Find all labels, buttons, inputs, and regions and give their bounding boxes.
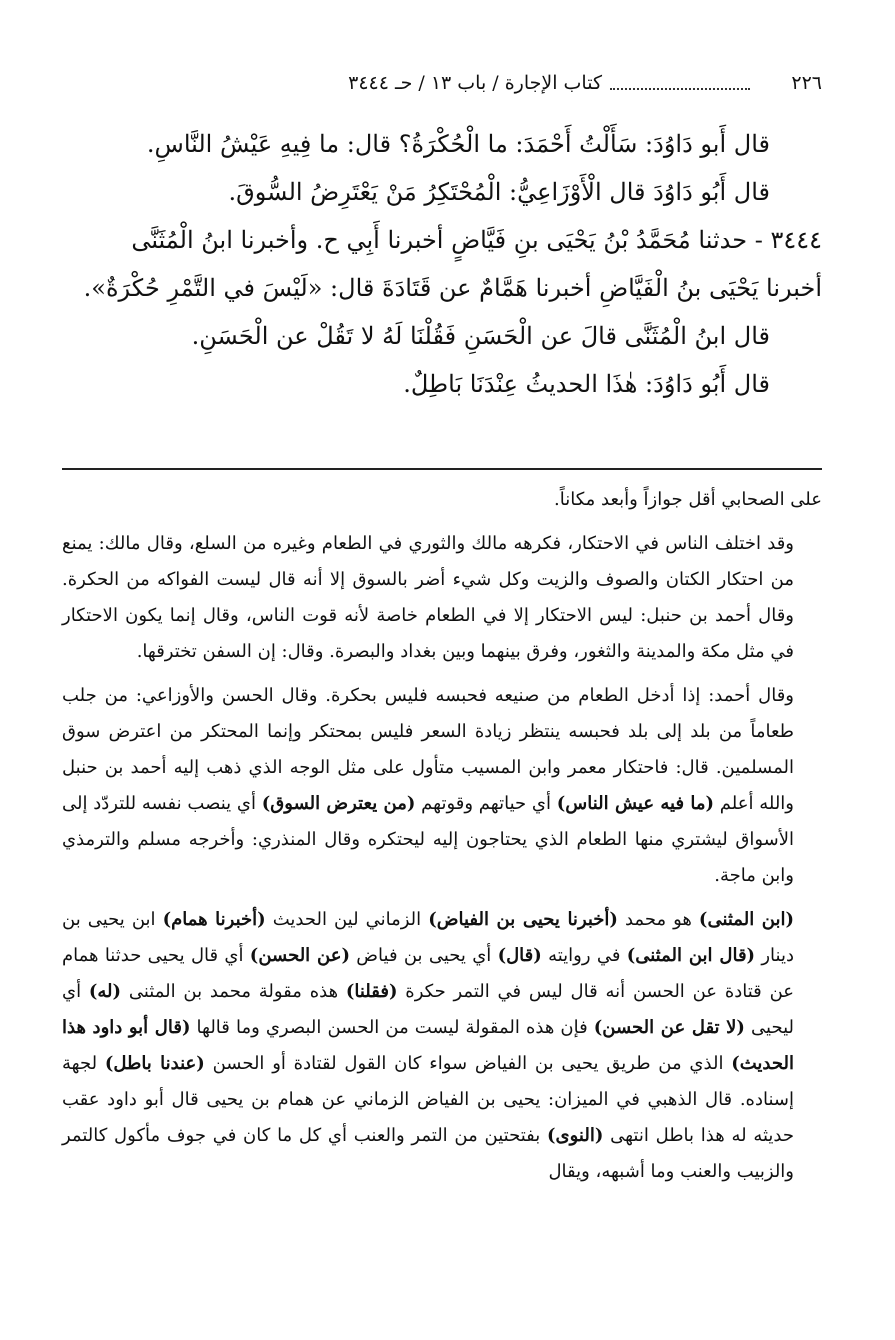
section-divider [62, 468, 822, 470]
quoted-term: (ما فيه عيش الناس) [556, 793, 715, 814]
quoted-term: (لا تقل عن الحسن) [593, 1017, 745, 1038]
quoted-term: (فقلنا) [345, 981, 398, 1002]
running-title: كتاب الإجارة / باب ١٣ / حـ ٣٤٤٤ [348, 72, 602, 94]
text-run: أي حياتهم وقوتهم [415, 793, 557, 814]
text-run: وقال أحمد: إذا أدخل الطعام من صنيعه فحبسه فليس بحكرة. وقال الحسن والأوزاعي: من جلب طعاماً من بلد إلى بلد فحبسه ينتظر زيادة السعر فليس بمحتكر وإنما المحتكر من اعترض سوق المسلمين. قال: فاحتكار معمر وابن المسيب متأول على مثل الوجه الذي ذهب إليه أحمد بن حنبل والله أعلم [62, 685, 795, 814]
commentary-paragraph: وقد اختلف الناس في الاحتكار، فكرهه مالك والثوري في الطعام وغيره من السلع، وقال مالك: يمنع من احتكار الكتان والصوف والزيت وكل شيء أضر بالسوق إلا أنه قال ليست الفواكه من الحكرة. وقال أحمد بن حنبل: ليس الاحتكار إلا في الطعام خاصة لأنه قوت الناس، وقال إنما يكون الاحتكار في مثل مكة والمدينة والثغور، وفرق بينهما وبين بغداد والبصرة. وقال: إن السفن تخترقها. [62, 533, 794, 662]
quoted-term: (أخبرنا يحيى بن الفياض) [428, 909, 618, 930]
text-run: أي قال يحيى حدثنا همام عن قتادة عن الحسن أنه قال ليس في التمر حكرة [62, 945, 795, 1002]
text-run: فإن هذه المقولة ليست من الحسن البصري وما قالها [190, 1017, 594, 1038]
text-run: في روايته [541, 945, 627, 966]
text-run: الذي من طريق يحيى بن الفياض سواء كان القول لقتادة أو الحسن [204, 1053, 732, 1074]
commentary-paragraph [62, 902, 822, 1190]
quoted-term: (ابن المثنى) [698, 909, 794, 930]
hadith-text-block [62, 120, 822, 408]
commentary-block [62, 482, 822, 1194]
header-leader-dots [610, 76, 750, 90]
quoted-term: (النوى) [547, 1125, 604, 1146]
hadith-line: قال أَبو دَاوُدَ: سَأَلْتُ أَحْمَدَ: ما الْحُكْرَةُ؟ قال: ما فِيهِ عَيْشُ النَّاسِ. [146, 130, 770, 158]
text-run: ابن يحيى بن دينار [62, 909, 794, 966]
text-run: هو محمد [617, 909, 699, 930]
quoted-term: (عندنا باطل) [104, 1053, 205, 1074]
text-run: بفتحتين من التمر والعنب أي كل ما كان في جوف مأكول كالتمر والزبيب والعنب وما أشبهه، ويقال [62, 1125, 794, 1182]
commentary-paragraph [62, 678, 822, 894]
text-run: لجهة إسناده. قال الذهبي في الميزان: يحيى بن الفياض الزماني عن همام بن يحيى قال أبو داود عقب حديثه له هذا باطل انتهى [62, 1053, 794, 1146]
hadith-line: أخبرنا يَحْيَى بنُ الْفَيَّاضِ أخبرنا هَمَّامٌ عن قَتَادَةَ قال: «لَيْسَ في التَّمْرِ حُكْرَةٌ». [83, 274, 822, 302]
quoted-term: (قال) [497, 945, 542, 966]
text-run: أي ليحيى [62, 981, 794, 1038]
text-run: الزماني لين الحديث [265, 909, 429, 930]
quoted-term: (له) [88, 981, 122, 1002]
text-run: أي يحيى بن فياض [349, 945, 498, 966]
hadith-line: قال ابنُ الْمُثَنَّى قالَ عن الْحَسَنِ فَقُلْنَا لَهُ لا تَقُلْ عن الْحَسَنِ. [191, 322, 770, 350]
quoted-term: (قال أبو داود هذا الحديث) [62, 1017, 794, 1074]
quoted-term: (من يعترض السوق) [261, 793, 416, 814]
quoted-term: (عن الحسن) [249, 945, 350, 966]
text-run: أي ينصب نفسه للتردّد إلى الأسواق ليشتري منها الطعام الذي يحتاجون إليه ليحتكره وقال المنذري: وأخرجه مسلم والترمذي وابن ماجة. [62, 793, 794, 886]
quoted-term: (قال ابن المثنى) [626, 945, 756, 966]
commentary-paragraph: على الصحابي أقل جوازاً وأبعد مكاناً. [554, 489, 822, 510]
text-run: هذه مقولة محمد بن المثنى [121, 981, 346, 1002]
hadith-line: قال أَبُو دَاوُدَ قال الْأَوْزَاعِيُّ: الْمُحْتَكِرُ مَنْ يَعْتَرِضُ السُّوقَ. [228, 178, 770, 206]
hadith-line: قال أَبُو دَاوُدَ: هٰذَا الحديثُ عِنْدَنَا بَاطِلٌ. [403, 370, 770, 398]
page-header [62, 68, 822, 104]
page-number: ٢٢٦ [791, 72, 822, 94]
quoted-term: (أخبرنا همام) [162, 909, 266, 930]
hadith-line: ٣٤٤٤ - حدثنا مُحَمَّدُ بْنُ يَحْيَى بنِ فَيَّاضٍ أخبرنا أَبِي ح. وأخبرنا ابنُ الْمُثَنَّى [131, 226, 822, 254]
